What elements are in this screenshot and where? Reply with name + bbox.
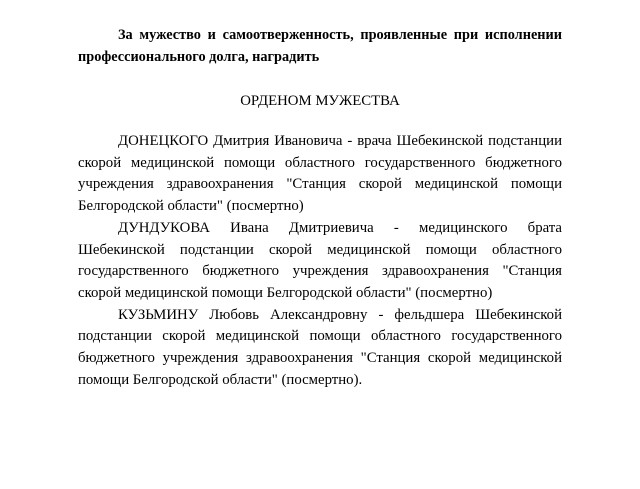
award-title: ОРДЕНОМ МУЖЕСТВА <box>240 93 400 109</box>
award-preamble: За мужество и самоотверженность, проявленные при исполнении профессионального долга, наградить <box>78 27 562 65</box>
recipient-entry-dundukov: ДУНДУКОВА Ивана Дмитриевича - медицинского брата Шебекинской подстанции скорой медицинской помощи областного государственного бюджетного учреждения здравоохранения "Станция скорой медицинской помощи Белгородской области" (посмертно) <box>78 219 562 301</box>
recipient-entry-kuzmina: КУЗЬМИНУ Любовь Александровну - фельдшера Шебекинской подстанции скорой медицинской помощи областного государственного бюджетного учреждения здравоохранения "Станция скорой медицинской помощи Белгородской области" (посмертно). <box>78 306 562 388</box>
recipient-entry-donetskiy: ДОНЕЦКОГО Дмитрия Ивановича - врача Шебекинской подстанции скорой медицинской помощи областного государственного бюджетного учреждения здравоохранения "Станция скорой медицинской помощи Белгородской области" (посмертно) <box>78 133 562 215</box>
recipient-list <box>78 131 562 391</box>
